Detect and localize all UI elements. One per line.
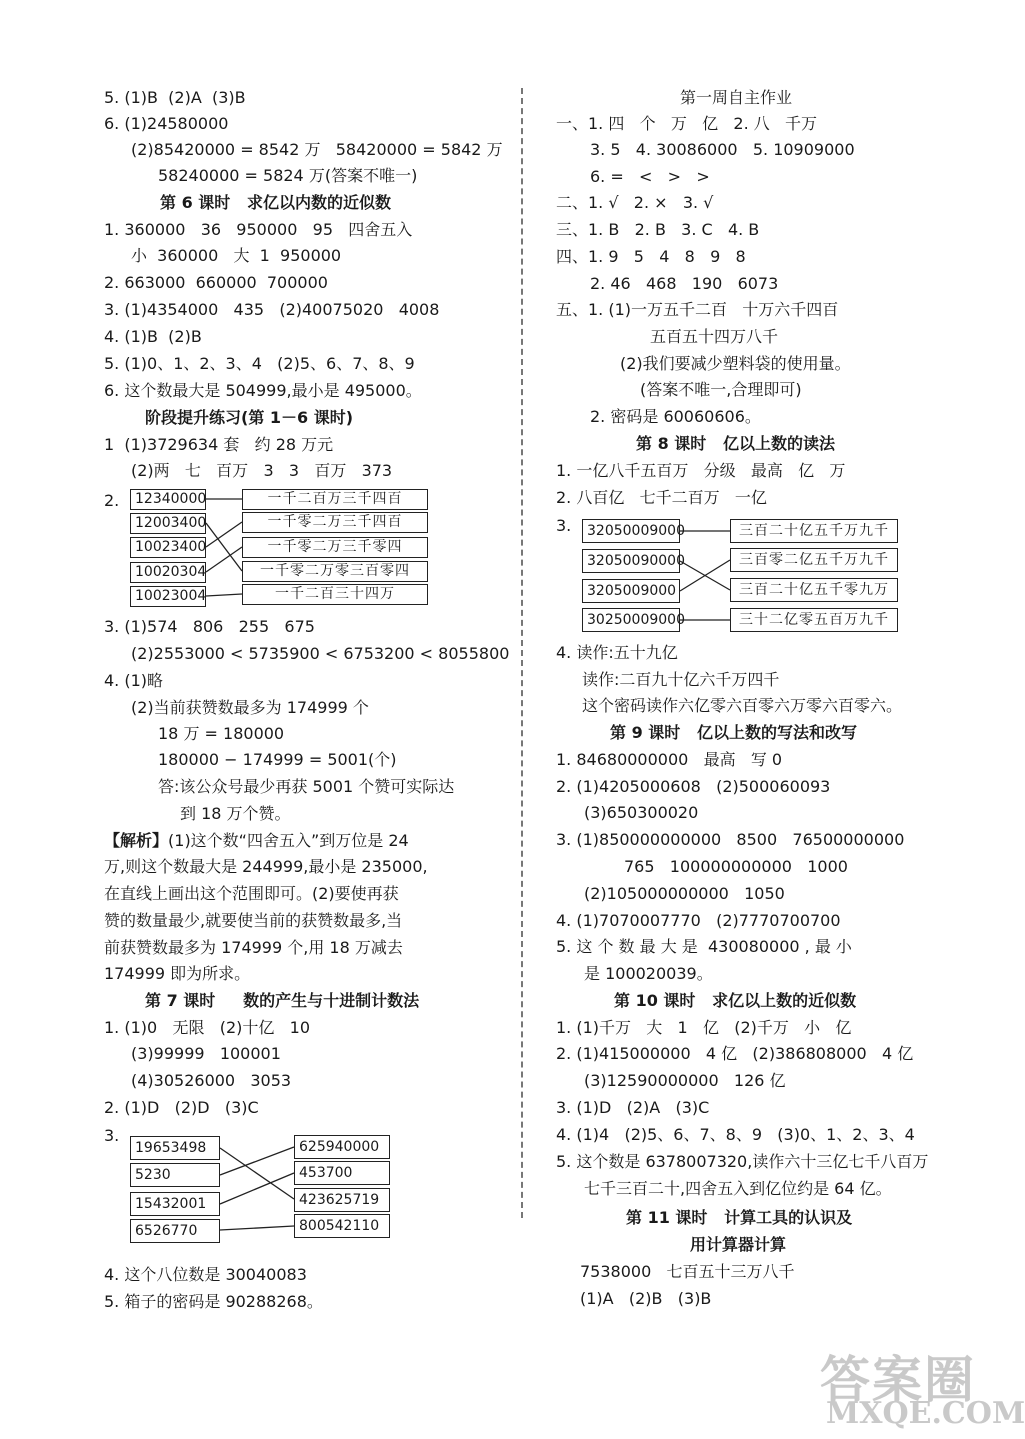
answer-line: 6. 这个数最大是 504999,最小是 495000。 xyxy=(104,381,422,400)
section-heading: 用计算器计算 xyxy=(690,1235,787,1254)
section-heading: 第 7 课时 数的产生与十进制计数法 xyxy=(145,991,420,1010)
number-box: 3205009000 xyxy=(582,579,680,603)
answer-line: 6. = < > > xyxy=(590,167,710,186)
answer-line: 3. (1)4354000 435 (2)40075020 4008 xyxy=(104,300,440,319)
watermark-site: MXQE.COM xyxy=(826,1396,1025,1431)
answer-line: 4. (1)4 (2)5、6、7、8、9 (3)0、1、2、3、4 xyxy=(556,1125,915,1144)
number-box: 453700 xyxy=(294,1161,390,1185)
explanation-line: 赞的数量最少,就要使当前的获赞数最多,当 xyxy=(104,911,403,930)
watermark-logo: 答案圈 xyxy=(820,1350,976,1409)
answer-line: 一、1. 四 个 万 亿 2. 八 千万 xyxy=(556,114,817,133)
answer-line: (2)85420000 = 8542 万 58420000 = 5842 万 xyxy=(131,140,503,159)
number-box: 5230 xyxy=(130,1163,220,1187)
answer-line: 是 100020039。 xyxy=(584,964,713,983)
answer-line: (3)99999 100001 xyxy=(131,1044,281,1063)
answer-line: 180000 − 174999 = 5001(个) xyxy=(158,750,397,769)
words-box: 三百二十亿五千万九千 xyxy=(730,519,898,543)
number-box: 423625719 xyxy=(294,1188,390,1212)
answer-line: 1. 一亿八千五百万 分级 最高 亿 万 xyxy=(556,461,846,480)
answer-line: 4. (1)B (2)B xyxy=(104,327,202,346)
section-heading: 第 8 课时 亿以上数的读法 xyxy=(636,434,835,453)
number-box: 32050009000 xyxy=(582,519,680,543)
answer-line: 3. (1)D (2)A (3)C xyxy=(556,1098,710,1117)
answer-line: 5. (1)0、1、2、3、4 (2)5、6、7、8、9 xyxy=(104,354,415,373)
answer-line: 5. 这个数是 6378007320,读作六十三亿七千八百万 xyxy=(556,1152,929,1171)
answer-line: (2)105000000000 1050 xyxy=(584,884,785,903)
answer-line: 读作:二百九十亿六千万四千 xyxy=(582,670,780,689)
number-box: 12340000 xyxy=(130,489,206,510)
match-line xyxy=(220,1147,294,1175)
section-heading: 第 6 课时 求亿以内数的近似数 xyxy=(160,193,391,212)
answer-line: (答案不唯一,合理即可) xyxy=(640,380,802,399)
words-box: 三十二亿零五百万九千 xyxy=(730,608,898,632)
answer-line: 到 18 万个赞。 xyxy=(180,804,291,823)
answer-line: 3. (1)850000000000 8500 76500000000 xyxy=(556,830,905,849)
answer-line: (3)12590000000 126 亿 xyxy=(584,1071,786,1090)
section-heading: 第 10 课时 求亿以上数的近似数 xyxy=(614,991,857,1010)
explanation-line: 174999 即为所求。 xyxy=(104,964,251,983)
explanation-label: 【解析】 xyxy=(104,831,169,850)
answer-line: (3)650300020 xyxy=(584,803,699,822)
answer-line: 7538000 七百五十三万八千 xyxy=(580,1262,795,1281)
words-box: 一千二百三十四万 xyxy=(242,584,428,605)
words-box: 一千零二万三千四百 xyxy=(242,512,428,533)
answer-line: 2. (1)4205000608 (2)500060093 xyxy=(556,777,831,796)
answer-line: (2)我们要减少塑料袋的使用量。 xyxy=(620,354,851,373)
number-box: 19653498 xyxy=(130,1136,220,1160)
answer-line: (1)A (2)B (3)B xyxy=(580,1289,712,1308)
answer-line: 这个密码读作六亿零六百零六万零六百零六。 xyxy=(582,696,903,715)
answer-line: 4. (1)7070007770 (2)7770700700 xyxy=(556,911,841,930)
answer-line: 3. xyxy=(556,516,572,535)
number-box: 30250009000 xyxy=(582,608,680,632)
explanation-text: (1)这个数“四舍五入”到万位是 24 xyxy=(168,831,409,850)
answer-line: 18 万 = 180000 xyxy=(158,724,285,743)
number-box: 12003400 xyxy=(130,513,206,534)
answer-line: 五、1. (1)一万五千二百 十万六千四百 xyxy=(556,300,839,319)
answer-line: 3. 5 4. 30086000 5. 10909000 xyxy=(590,140,855,159)
answer-line: 七千三百二十,四舍五入到亿位约是 64 亿。 xyxy=(584,1179,892,1198)
answer-line: 2. 46 468 190 6073 xyxy=(590,274,779,293)
number-box: 625940000 xyxy=(294,1135,390,1159)
section-heading: 阶段提升练习(第 1－6 课时) xyxy=(145,408,354,427)
answer-line: 2. xyxy=(104,491,120,510)
answer-line: 小 360000 大 1 950000 xyxy=(131,246,342,265)
answer-line: 2. (1)415000000 4 亿 (2)386808000 4 亿 xyxy=(556,1044,914,1063)
answer-line: 三、1. B 2. B 3. C 4. B xyxy=(556,220,760,239)
answer-line: 5. 箱子的密码是 90288268。 xyxy=(104,1292,323,1311)
answer-line: 6. (1)24580000 xyxy=(104,114,229,133)
explanation-line: 前获赞数最多为 174999 个,用 18 万减去 xyxy=(104,938,403,957)
number-box: 800542110 xyxy=(294,1214,390,1238)
explanation-line: 在直线上画出这个范围即可。(2)要使再获 xyxy=(104,884,399,903)
number-box: 10023004 xyxy=(130,586,206,607)
match-line xyxy=(220,1226,294,1230)
words-box: 一千零二万三千零四 xyxy=(242,537,428,558)
words-box: 一千零二万零三百零四 xyxy=(242,561,428,582)
answer-line: 五百五十四万八千 xyxy=(650,327,779,346)
answer-line: 1 (1)3729634 套 约 28 万元 xyxy=(104,435,334,454)
answer-line: 3. xyxy=(104,1126,120,1145)
answer-line: 2. 八百亿 七千二百万 一亿 xyxy=(556,488,767,507)
answer-line: 765 100000000000 1000 xyxy=(624,857,848,876)
answer-line: 2. 663000 660000 700000 xyxy=(104,273,328,292)
answer-line: 1. (1)0 无限 (2)十亿 10 xyxy=(104,1018,310,1037)
matching-lines xyxy=(540,0,1000,640)
explanation-line: 万,则这个数最大是 244999,最小是 235000, xyxy=(104,857,428,876)
number-box: 32050090000 xyxy=(582,549,680,573)
words-box: 一千二百万三千四百 xyxy=(242,489,428,510)
answer-line: 1. 84680000000 最高 写 0 xyxy=(556,750,783,769)
words-box: 三百二十亿五千零九万 xyxy=(730,578,898,602)
number-box: 10023400 xyxy=(130,537,206,558)
answer-line: 2. (1)D (2)D (3)C xyxy=(104,1098,259,1117)
number-box: 6526770 xyxy=(130,1219,220,1243)
section-heading: 第一周自主作业 xyxy=(680,88,793,107)
section-heading: 第 11 课时 计算工具的认识及 xyxy=(626,1208,853,1227)
column-divider xyxy=(521,88,523,1218)
answer-line: 四、1. 9 5 4 8 9 8 xyxy=(556,247,746,266)
answer-line: 4. 读作:五十九亿 xyxy=(556,643,678,662)
answer-line: (4)30526000 3053 xyxy=(131,1071,292,1090)
answer-line: 1. (1)千万 大 1 亿 (2)千万 小 亿 xyxy=(556,1018,852,1037)
match-line xyxy=(220,1173,294,1204)
answer-line: 4. 这个八位数是 30040083 xyxy=(104,1265,307,1284)
answer-line: 1. 360000 36 950000 95 四舍五入 xyxy=(104,220,413,239)
answer-line: 5. (1)B (2)A (3)B xyxy=(104,88,246,107)
answer-line: (2)2553000 < 5735900 < 6753200 < 8055800 xyxy=(131,644,510,663)
answer-line: (2)当前获赞数最多为 174999 个 xyxy=(131,698,369,717)
answer-line: 答:该公众号最少再获 5001 个赞可实际达 xyxy=(158,777,455,796)
section-heading: 第 9 课时 亿以上数的写法和改写 xyxy=(610,723,857,742)
answer-line: 二、1. √ 2. × 3. √ xyxy=(556,193,714,212)
answer-line: (2)两 七 百万 3 3 百万 373 xyxy=(131,461,393,480)
answer-line: 58240000 = 5824 万(答案不唯一) xyxy=(158,166,418,185)
number-box: 15432001 xyxy=(130,1192,220,1216)
answer-line: 4. (1)略 xyxy=(104,671,164,690)
answer-line: 5. 这 个 数 最 大 是 430080000 , 最 小 xyxy=(556,937,852,956)
matching-lines xyxy=(0,0,520,1260)
number-box: 10020304 xyxy=(130,562,206,583)
answer-line: 2. 密码是 60060606。 xyxy=(590,407,761,426)
match-line xyxy=(220,1148,294,1199)
words-box: 三百零二亿五千万九千 xyxy=(730,548,898,572)
answer-line: 3. (1)574 806 255 675 xyxy=(104,617,315,636)
